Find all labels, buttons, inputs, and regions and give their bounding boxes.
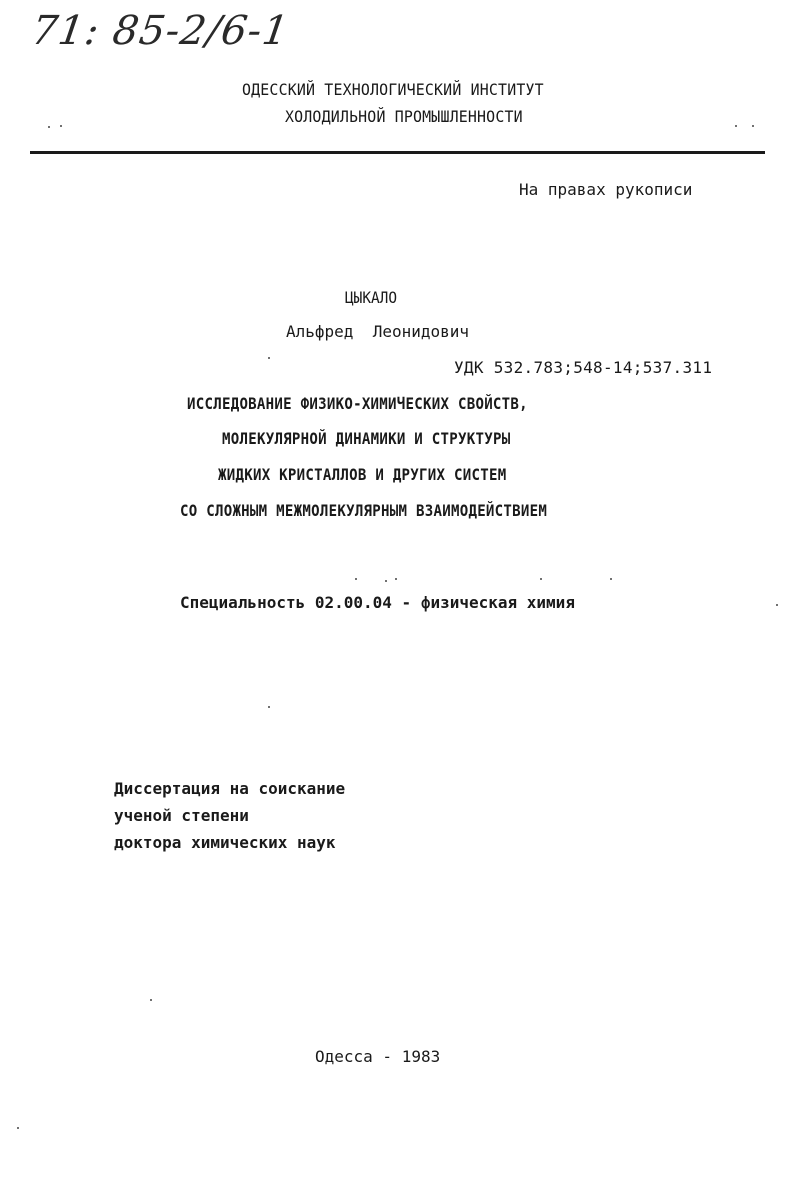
title-line-3: ЖИДКИХ КРИСТАЛЛОВ И ДРУГИХ СИСТЕМ: [218, 465, 507, 484]
archive-code-handwritten: 71: 85-2/6-1: [28, 8, 293, 54]
institution-name-line1: ОДЕССКИЙ ТЕХНОЛОГИЧЕСКИЙ ИНСТИТУТ: [242, 80, 544, 99]
institution-name-line2: ХОЛОДИЛЬНОЙ ПРОМЫШЛЕННОСТИ: [285, 107, 523, 126]
specialty: Специальность 02.00.04 - физическая химия: [180, 593, 575, 612]
scan-speck: [355, 578, 357, 580]
scan-speck: [385, 580, 387, 582]
place-and-year: Одесса - 1983: [315, 1047, 441, 1066]
scan-speck: [776, 604, 778, 606]
author-given-names: Альфред Леонидович: [286, 322, 470, 341]
title-line-4: СО СЛОЖНЫМ МЕЖМОЛЕКУЛЯРНЫМ ВЗАИМОДЕЙСТВИЕМ: [180, 501, 548, 520]
scan-speck: [395, 578, 397, 580]
scan-speck: [752, 125, 754, 127]
scan-speck: [17, 1127, 19, 1129]
scan-speck: [60, 125, 62, 127]
dissertation-degree-line1: Диссертация на соискание: [114, 779, 346, 798]
title-line-2: МОЛЕКУЛЯРНОЙ ДИНАМИКИ И СТРУКТУРЫ: [222, 429, 511, 448]
scan-speck: [540, 578, 542, 580]
scan-speck: [268, 706, 270, 708]
dissertation-degree-line2: ученой степени: [114, 806, 249, 825]
title-line-1: ИССЛЕДОВАНИЕ ФИЗИКО-ХИМИЧЕСКИХ СВОЙСТВ,: [187, 394, 528, 413]
manuscript-rights-note: На правах рукописи: [519, 180, 693, 199]
scan-speck: [150, 999, 152, 1001]
udc-code: УДК 532.783;548-14;537.311: [454, 358, 713, 377]
scan-speck: [268, 357, 270, 359]
scan-speck: [735, 125, 737, 127]
scan-speck: [610, 578, 612, 580]
author-surname: ЦЫКАЛО: [345, 288, 398, 307]
dissertation-degree-line3: доктора химических наук: [114, 833, 336, 852]
scan-speck: [48, 126, 50, 128]
header-divider: [30, 151, 765, 154]
